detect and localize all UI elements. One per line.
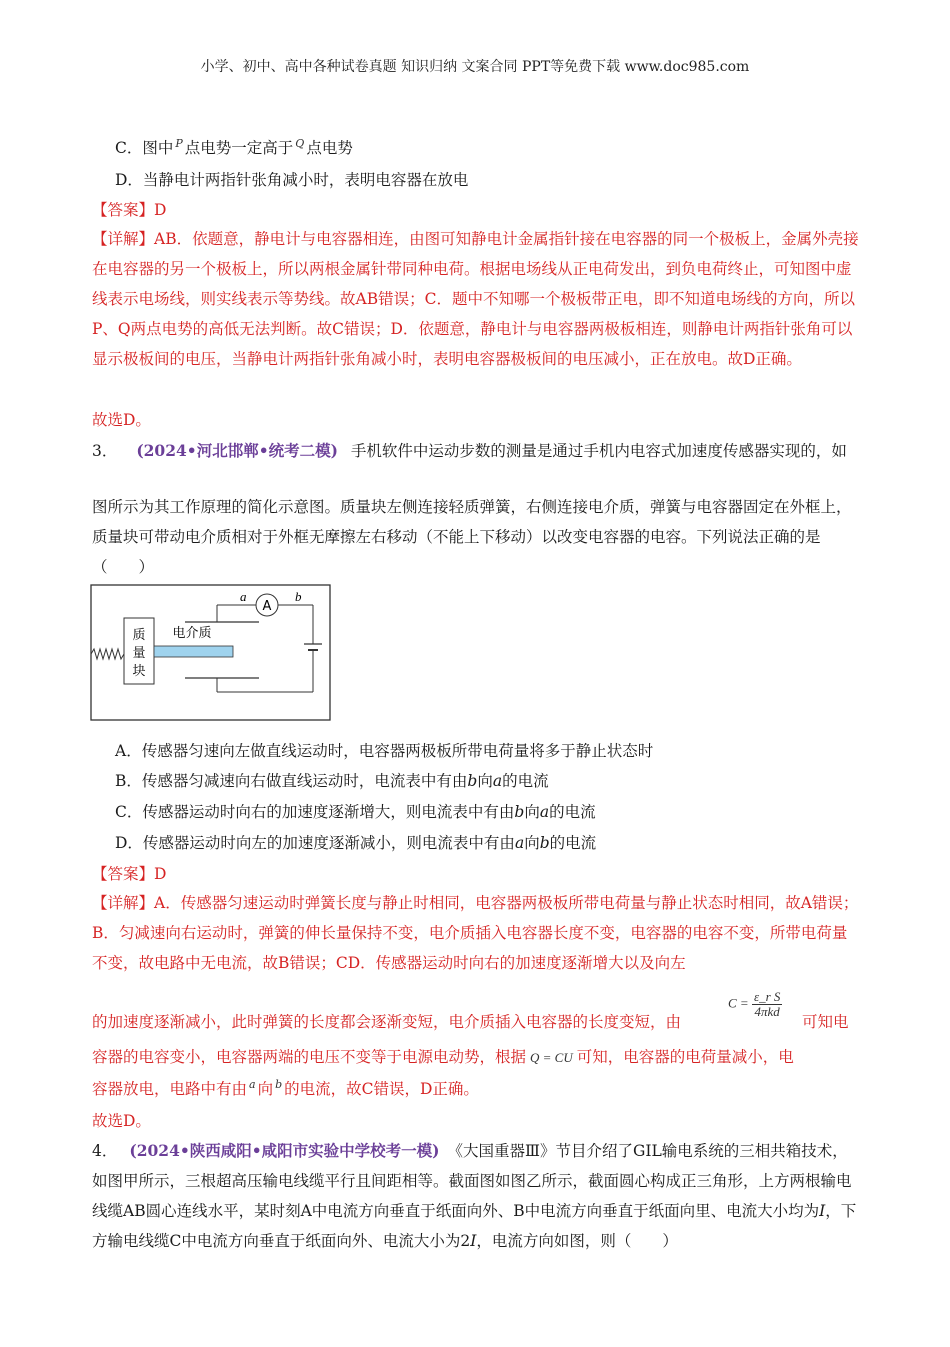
q3-option-a: [115, 739, 653, 761]
q3-figure: [90, 582, 332, 722]
q3-option-b-var2: a: [492, 772, 503, 790]
q3-stem-line1: [92, 439, 847, 461]
label-a: a: [240, 589, 247, 604]
q3-detail-line2-end: 可知电: [802, 1013, 849, 1031]
q3-conclusion: 故选D。: [92, 1112, 151, 1130]
q3-detail-line3: [92, 1045, 794, 1067]
point-p-symbol: P: [175, 137, 183, 150]
q3-stem-text1: 手机软件中运动步数的测量是通过手机内电容式加速度传感器实现的，如: [350, 442, 847, 460]
q3-detail-line2: [92, 1010, 681, 1032]
ammeter-label: A: [262, 599, 272, 614]
formula-numerator: ε_r S: [753, 989, 781, 1004]
q4-var-i: I: [819, 1202, 826, 1220]
mass-label-1: 质: [132, 628, 146, 643]
q2-option-c-post: 点电势: [306, 139, 353, 157]
capacitance-formula: [728, 990, 782, 1019]
q3-option-c-post: 的电流: [549, 803, 596, 821]
q3-option-c: [115, 800, 596, 822]
q3-detail-text4a: 容器放电，电路中有由: [92, 1080, 248, 1098]
q3-detail-text3b: 可知，电容器的电荷量减小，电: [576, 1048, 794, 1066]
spring: [91, 649, 124, 659]
q3-option-c-mid: 向: [524, 803, 540, 821]
q3-option-d-post: 的电流: [549, 834, 597, 852]
q3-answer: 【答案】D: [92, 865, 167, 883]
q2-detail-label: 【详解】: [92, 230, 155, 248]
q3-option-d-pre: D．传感器运动时向左的加速度逐渐减小，则电流表中有由: [115, 834, 515, 852]
q3-option-c-var2: a: [539, 803, 550, 821]
q3-detail-label: 【详解】: [92, 894, 155, 912]
q3-detail-text1: A．传感器匀速运动时弹簧长度与静止时相同，电容器两极板所带电荷量与静止状态时相同，故A错误；B．匀减速向右运动时，弹簧的伸长量保持不变，电介质插入电容器长度不变，电容器的电容不变，所带电荷量不变，故电路中无电流，故B错误；CD．传感器运动时向右的加速度逐渐增大以及向左: [92, 894, 859, 972]
q3-option-b-var1: b: [467, 772, 478, 790]
q2-detail: [92, 224, 862, 374]
mass-label-3: 块: [132, 664, 146, 679]
q3-stem-line2: 图所示为其工作原理的简化示意图。质量块左侧连接轻质弹簧，右侧连接电介质，弹簧与电容器固定在外框上，质量块可带动电介质相对于外框无摩擦左右移动（不能上下移动）以改变电容器的电容。下列说法正确的是（ ）: [92, 498, 852, 576]
q3-detail-text3a: 容器的电容变小，电容器两端的电压不变等于电源电动势，根据: [92, 1048, 527, 1066]
q4-stem-text-c: ，电流方向如图，则（ ）: [476, 1232, 678, 1250]
q2-conclusion: 故选D。: [92, 411, 151, 429]
q3-option-b-pre: B．传感器匀减速向右做直线运动时，电流表中有由: [115, 772, 468, 790]
q3-detail-var-a: a: [249, 1078, 256, 1091]
formula-lhs: C =: [728, 995, 749, 1011]
q3-detail-text4-mid: 向: [257, 1080, 274, 1098]
q3-option-d-var1: a: [514, 834, 525, 852]
q3-detail-line4: [92, 1077, 479, 1099]
q4-stem: [92, 1136, 862, 1256]
mass-label-2: 量: [132, 646, 146, 661]
q3-option-a-text: A．传感器匀速向左做直线运动时，电容器两极板所带电荷量将多于静止状态时: [115, 742, 654, 760]
q4-number: 4．: [92, 1142, 118, 1160]
dielectric: [154, 646, 233, 657]
q3-option-d: [115, 831, 596, 853]
q3-option-b: [115, 769, 549, 791]
q2-answer: 【答案】D: [92, 201, 167, 219]
q3-option-c-var1: b: [514, 803, 525, 821]
q3-detail-text2a: 的加速度逐渐减小，此时弹簧的长度都会逐渐变短，电介质插入电容器的长度变短，由: [92, 1013, 682, 1031]
dielectric-label: 电介质: [172, 626, 212, 641]
q3-detail-var-b: b: [275, 1078, 283, 1091]
q3-option-b-mid: 向: [477, 772, 493, 790]
q3-source: (2024•河北邯郸•统考二模): [136, 441, 338, 460]
q2-option-c-pre: C．图中: [115, 139, 174, 157]
q3-option-c-pre: C．传感器运动时向右的加速度逐渐增大，则电流表中有由: [115, 803, 515, 821]
q3-option-b-post: 的电流: [502, 772, 549, 790]
q3-number: 3．: [92, 442, 118, 460]
q4-source: (2024•陕西咸阳•咸阳市实验中学校考一模): [129, 1141, 440, 1160]
formula-fraction: [752, 990, 782, 1019]
q3-option-d-mid: 向: [524, 834, 540, 852]
q3-option-d-var2: b: [539, 834, 550, 852]
charge-formula: Q = CU: [530, 1050, 573, 1065]
point-q-symbol: Q: [295, 137, 305, 150]
q4-stem-text-b: ，下方输电线缆C中电流方向垂直于纸面向外、电流大小为2: [92, 1202, 857, 1250]
q2-option-c: [115, 136, 353, 158]
formula-denominator: 4πkd: [754, 1004, 780, 1019]
q2-option-d: D．当静电计两指针张角减小时，表明电容器在放电: [115, 171, 469, 189]
q2-detail-text: AB．依题意，静电计与电容器相连，由图可知静电计金属指针接在电容器的同一个极板上，金属外壳接在电容器的另一个极板上，所以两根金属针带同种电荷。根据电场线从正电荷发出，到负电荷终止，可知图中虚线表示电场线，则实线表示等势线。故AB错误；C．题中不知哪一个极板带正电，即不知道电场线的方向，所以P、Q两点电势的高低无法判断。故C错误；D．依题意，静电计与电容器两极板相连，则静电计两指针张角可以显示极板间的电压，当静电计两指针张角减小时，表明电容器极板间的电压减小，正在放电。故D正确。: [92, 230, 859, 368]
q2-option-c-mid: 点电势一定高于: [184, 139, 294, 157]
q4-stem-text-a: 《大国重器Ⅲ》节目介绍了GIL输电系统的三相共箱技术，如图甲所示，三根超高压输电线缆平行且间距相等。截面图如图乙所示，截面圆心构成正三角形，上方两根输电线缆AB圆心连线水平，某时刻A中电流方向垂直于纸面向外、B中电流方向垂直于纸面向里、电流大小均为: [92, 1142, 852, 1220]
page-header: 小学、初中、高中各种试卷真题 知识归纳 文案合同 PPT等免费下载 www.doc985.com: [200, 59, 750, 75]
q3-detail-text4b: 的电流，故C错误，D正确。: [284, 1080, 479, 1098]
label-b: b: [295, 589, 302, 604]
q3-detail-p1: [92, 888, 862, 978]
q4-var-2i: I: [470, 1232, 477, 1250]
